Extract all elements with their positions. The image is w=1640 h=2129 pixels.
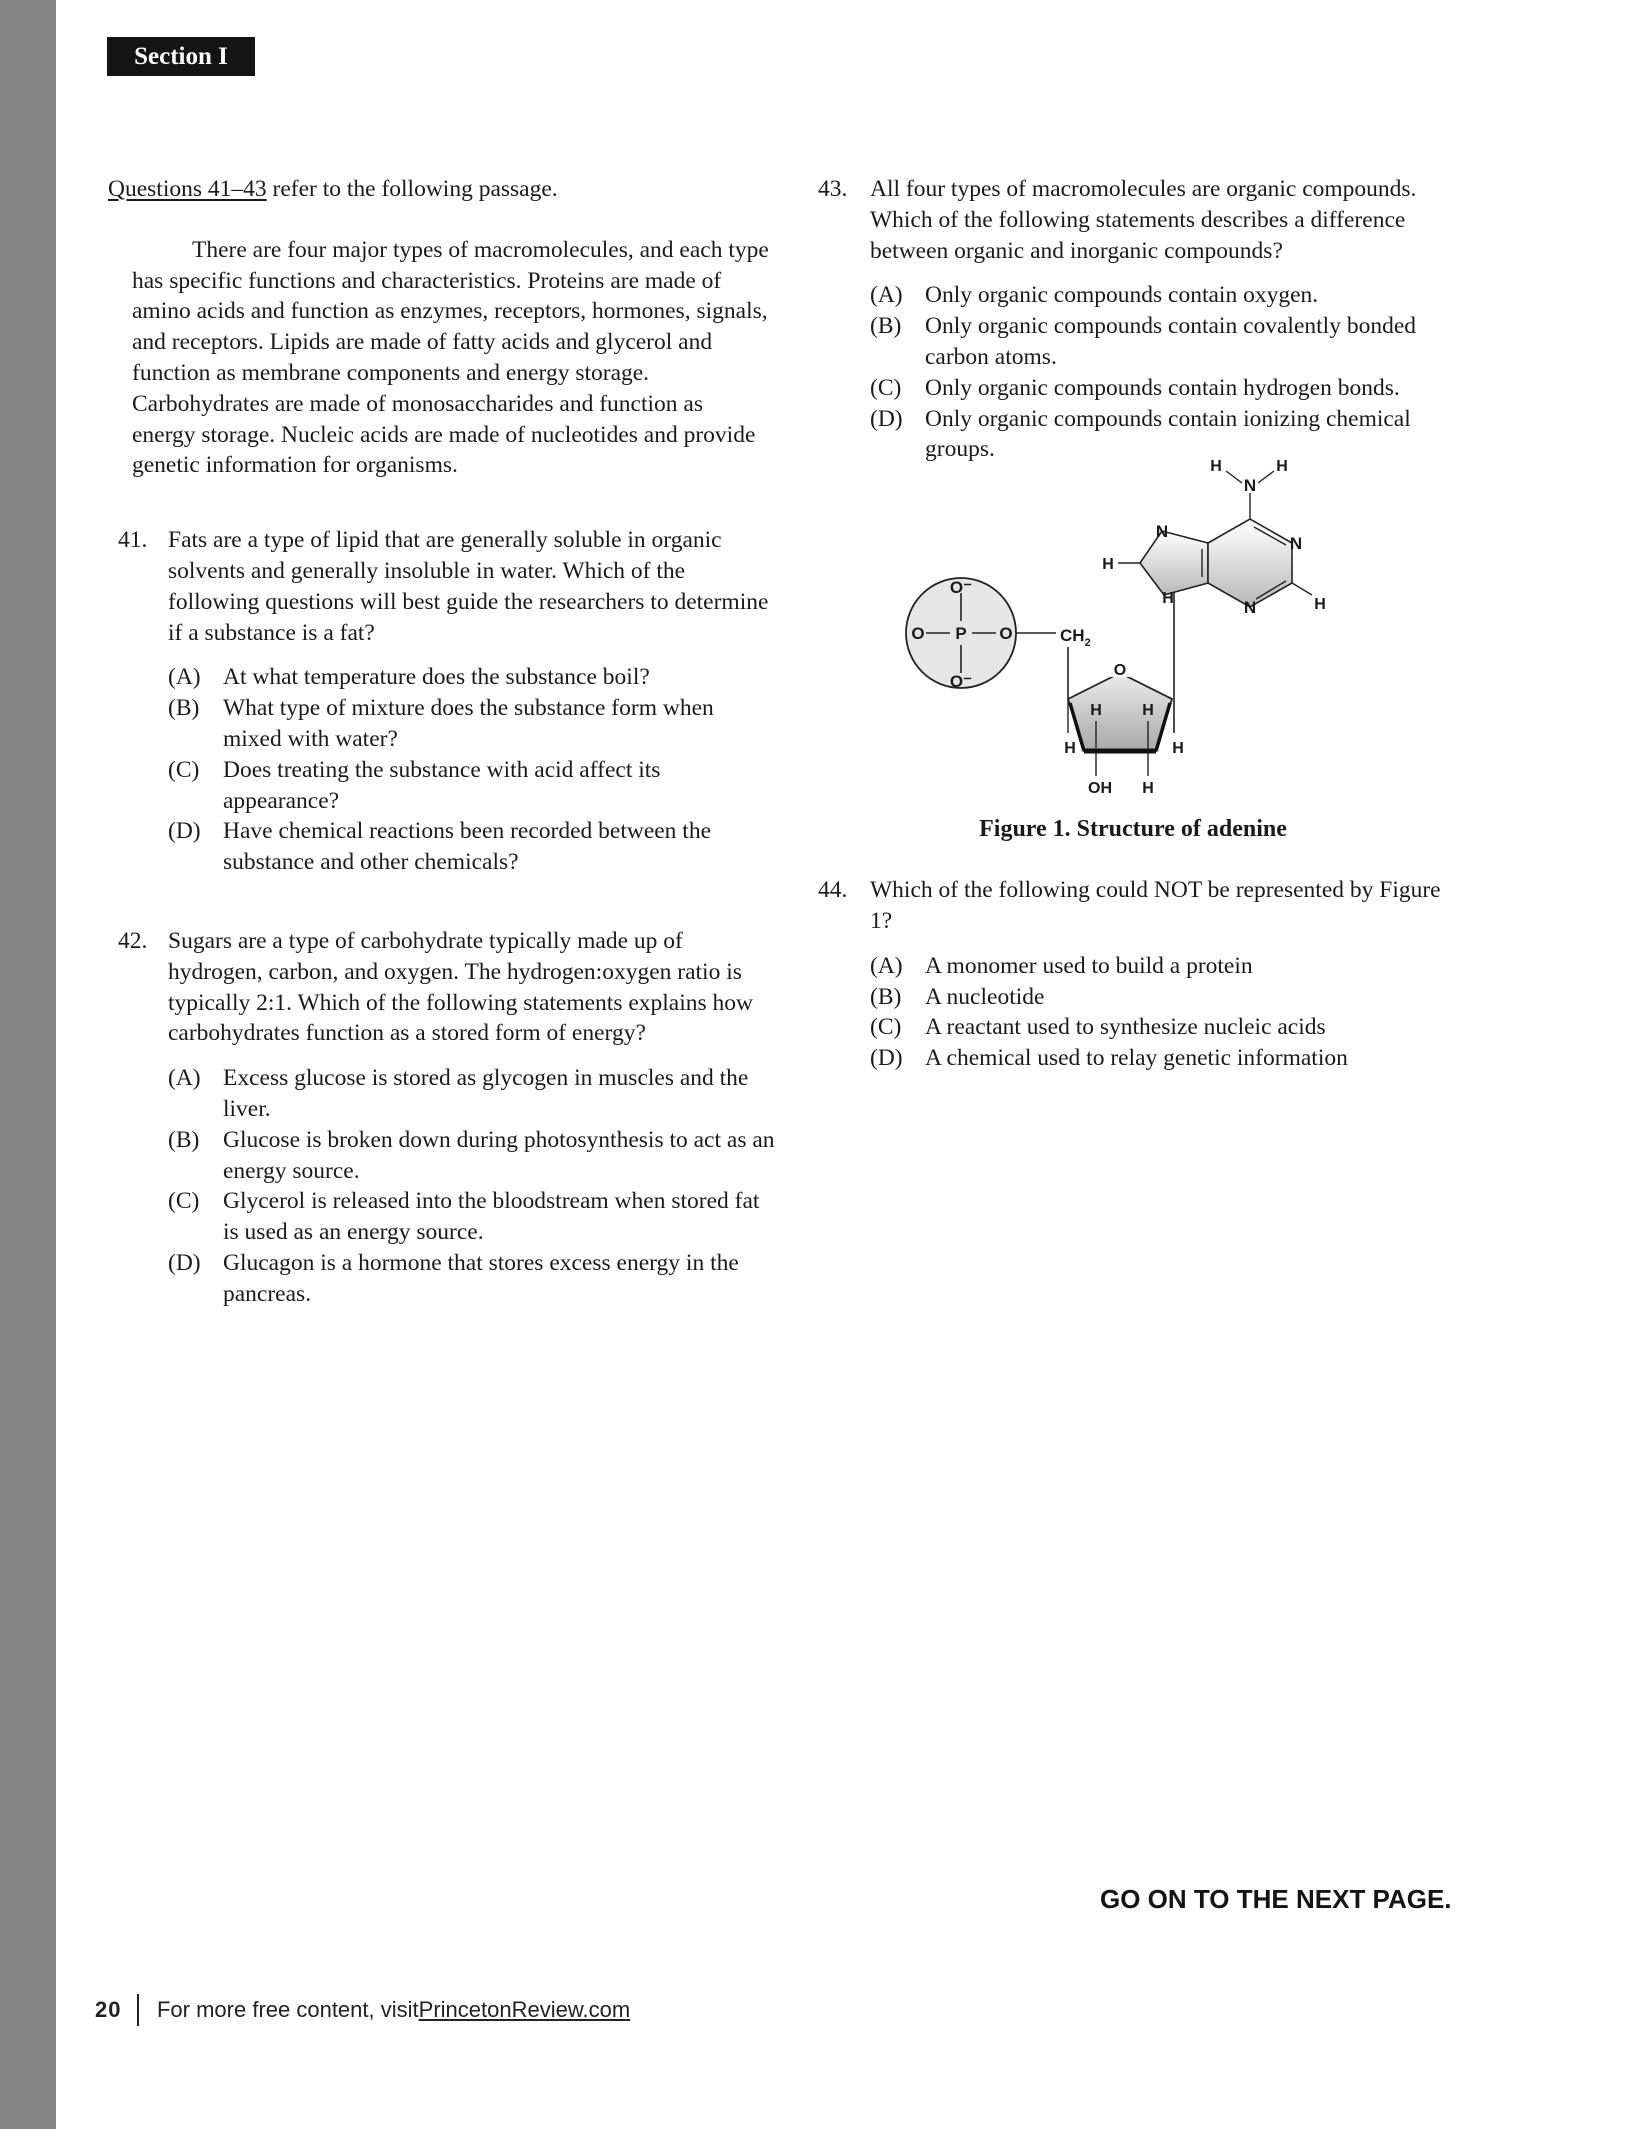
question-42 (108, 926, 778, 1310)
adenine-base (1102, 458, 1326, 617)
answer-choices (168, 1063, 778, 1309)
atom-h: H (1142, 780, 1154, 798)
answer-choice-b[interactable] (870, 311, 1468, 373)
passage-intro (108, 174, 778, 205)
atom-h: H (1162, 590, 1174, 608)
answer-choice-b[interactable] (870, 982, 1468, 1013)
princeton-review-link[interactable]: PrincetonReview.com (418, 1997, 631, 2022)
atom-o-ring: O (1113, 662, 1127, 680)
choice-label: (A) (870, 952, 903, 979)
passage (132, 235, 772, 481)
question-44 (818, 875, 1468, 1074)
choice-label: (D) (870, 405, 903, 432)
choice-text: Only organic compounds contain ionizing chemical groups. (925, 405, 1411, 463)
atom-h: H (1172, 740, 1184, 758)
choice-label: (B) (870, 983, 902, 1010)
adenine-structure-diagram (818, 458, 1378, 801)
choice-text: Glycerol is released into the bloodstream when stored fat is used as an energy source. (223, 1188, 760, 1246)
atom-n: N (1289, 534, 1303, 554)
choice-label: (A) (870, 282, 903, 309)
answer-choice-c[interactable] (168, 755, 778, 817)
left-column (108, 174, 778, 1310)
atom-oh: OH (1088, 780, 1112, 798)
answer-choice-a[interactable] (168, 1063, 778, 1125)
atom-o-minus-bottom: O⁻ (949, 672, 973, 692)
question-body (870, 875, 1468, 1074)
answer-choice-c[interactable] (168, 1186, 778, 1248)
atom-h: H (1210, 458, 1222, 476)
question-number: 43. (818, 176, 848, 202)
atom-n: N (1243, 598, 1257, 618)
footer-text: For more free content, visit (156, 1997, 419, 2022)
atom-h: H (1276, 458, 1288, 476)
choice-text: Does treating the substance with acid affect its appearance? (223, 756, 661, 814)
atom-h: H (1102, 556, 1114, 574)
atom-o-left: O (911, 624, 925, 644)
choice-label: (B) (168, 1126, 200, 1153)
answer-choice-a[interactable] (168, 662, 778, 693)
right-column (818, 174, 1468, 1074)
choice-text: What type of mixture does the substance form when mixed with water? (223, 695, 714, 752)
question-body (168, 525, 778, 878)
atom-o-right: O (999, 624, 1013, 644)
atom-h: H (1090, 702, 1102, 720)
answer-choices (168, 662, 778, 878)
answer-choice-c[interactable] (870, 373, 1468, 404)
atom-h: H (1064, 740, 1076, 758)
answer-choices (870, 951, 1468, 1074)
choice-text: Only organic compounds contain oxygen. (925, 282, 1319, 309)
question-number: 44. (818, 877, 848, 904)
question-stem: Sugars are a type of carbohydrate typically made up of hydrogen, carbon, and oxygen. The hydrogen:oxygen ratio is typically 2:1. Which of the following statements explains how carbohydrates function as a stored form of energy? (168, 927, 753, 1047)
answer-choices (870, 280, 1468, 465)
question-stem: Fats are a type of lipid that are generally soluble in organic solvents and generally insoluble in water. Which of the following questions will best guide the researchers to determine if a substance is a fat? (168, 527, 769, 646)
figure-1-adenine (818, 458, 1468, 842)
question-43 (818, 174, 1468, 465)
choice-label: (B) (168, 695, 200, 722)
answer-choice-b[interactable] (168, 693, 778, 755)
choice-label: (D) (168, 818, 201, 845)
question-number: 41. (118, 527, 148, 554)
choice-text: At what temperature does the substance boil? (223, 664, 650, 691)
question-stem: Which of the following could NOT be represented by Figure 1? (870, 877, 1441, 934)
question-number: 42. (118, 927, 148, 954)
choice-label: (B) (870, 313, 902, 340)
passage-question-range: Questions 41–43 (108, 176, 267, 202)
go-on-notice: GO ON TO THE NEXT PAGE. (1100, 1884, 1452, 1914)
figure-caption: Figure 1. Structure of adenine (979, 815, 1287, 842)
answer-choice-b[interactable] (168, 1125, 778, 1187)
choice-text: Have chemical reactions been recorded between the substance and other chemicals? (223, 818, 712, 876)
atom-o-minus-top: O⁻ (949, 578, 973, 598)
atom-h: H (1314, 596, 1326, 614)
question-41 (108, 525, 778, 878)
choice-label: (C) (870, 374, 902, 401)
choice-text: Only organic compounds contain covalently bonded carbon atoms. (925, 313, 1416, 370)
atom-ch2: $CH_2$ (1060, 626, 1091, 650)
atom-n-amino: N (1243, 476, 1257, 496)
choice-label: (D) (168, 1249, 201, 1276)
choice-label: (C) (168, 756, 200, 783)
passage-text: There are four major types of macromolecules, and each type has specific functions and characteristics. Proteins are made of amino acids and function as enzymes, receptors, hormones, signals, and receptors. Lipids are made of fatty acids and glycerol and function as membrane components and energy storage. Carbohydrates are made of monosaccharides and function as energy storage. Nucleic acids are made of nucleotides and provide genetic information for organisms. (132, 236, 769, 479)
answer-choice-c[interactable] (870, 1012, 1468, 1043)
choice-text: Only organic compounds contain hydrogen bonds. (925, 374, 1400, 401)
choice-label: (C) (168, 1188, 200, 1215)
choice-text: A nucleotide (925, 983, 1045, 1010)
footer-divider (137, 1994, 139, 2026)
question-body (168, 926, 778, 1310)
answer-choice-d[interactable] (168, 1248, 778, 1310)
choice-text: A chemical used to relay genetic information (925, 1045, 1348, 1072)
choice-text: A reactant used to synthesize nucleic acids (925, 1014, 1326, 1041)
answer-choice-d[interactable] (870, 404, 1468, 466)
question-body (870, 174, 1468, 465)
choice-label: (A) (168, 1065, 201, 1092)
atom-h: H (1142, 702, 1154, 720)
choice-text: Glucose is broken down during photosynthesis to act as an energy source. (223, 1126, 775, 1184)
section-label: Section I (107, 37, 255, 76)
atom-p: P (955, 624, 967, 644)
page-footer (95, 1994, 630, 2026)
phosphate-group (906, 578, 1016, 691)
question-stem: All four types of macromolecules are organic compounds. Which of the following statements describes a difference between organic and inorganic compounds? (870, 176, 1417, 264)
choice-text: Excess glucose is stored as glycogen in muscles and the liver. (223, 1065, 749, 1122)
choice-text: A monomer used to build a protein (925, 952, 1253, 979)
choice-label: (A) (168, 664, 201, 691)
answer-choice-d[interactable] (870, 1043, 1468, 1074)
choice-text: Glucagon is a hormone that stores excess energy in the pancreas. (223, 1249, 739, 1307)
passage-intro-rest: refer to the following passage. (266, 176, 558, 202)
deoxyribose-ring (1064, 661, 1184, 797)
atom-n: N (1155, 522, 1169, 542)
choice-label: (C) (870, 1014, 902, 1041)
answer-choice-a[interactable] (870, 951, 1468, 982)
choice-label: (D) (870, 1045, 903, 1072)
answer-choice-d[interactable] (168, 816, 778, 878)
page-number: 20 (95, 1997, 122, 2022)
answer-choice-a[interactable] (870, 280, 1468, 311)
page-gutter (0, 0, 56, 2129)
